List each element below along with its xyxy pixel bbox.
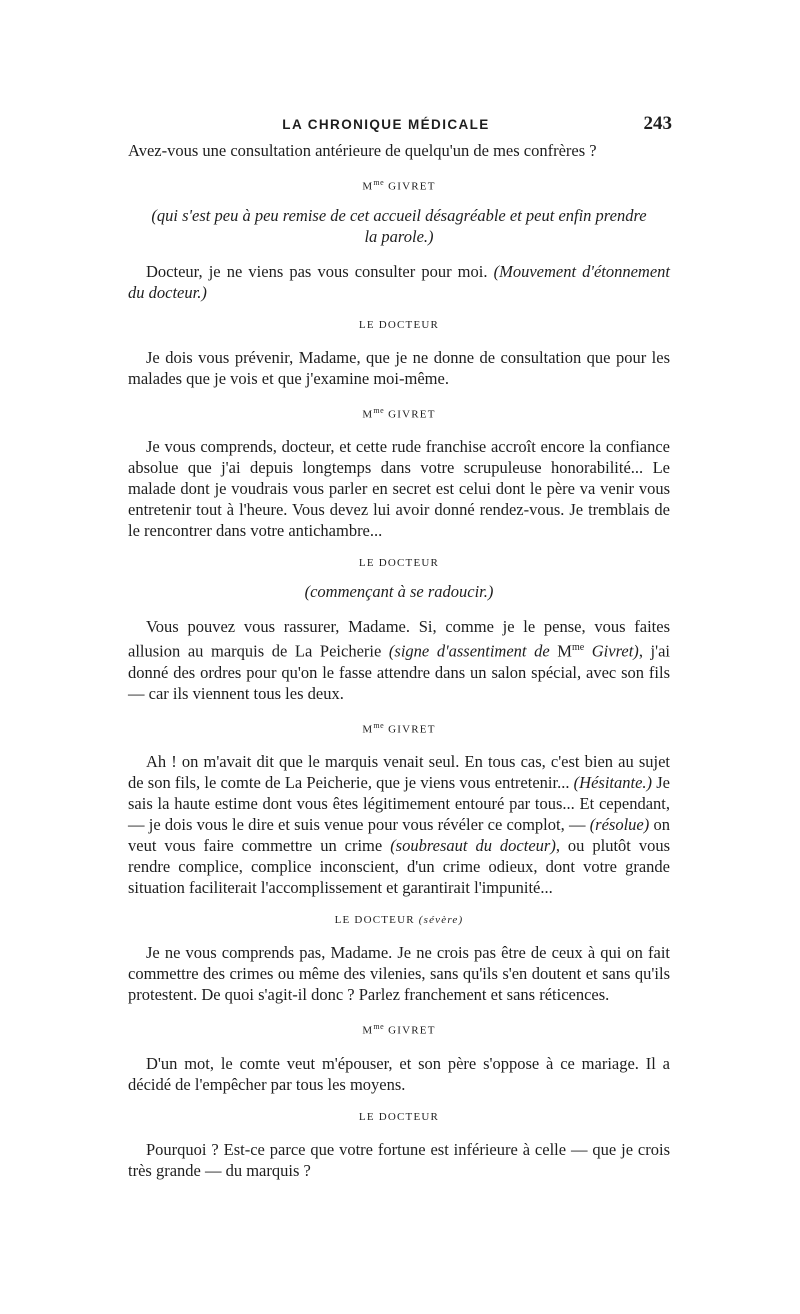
- italic-run: Givret): [584, 641, 639, 661]
- text-run: (qui s'est peu à peu remise de cet accueil désagréable et peut enfin prendre la parole.): [151, 205, 647, 246]
- speaker-name: [128, 555, 670, 571]
- dialogue-paragraph: [128, 1139, 670, 1181]
- speaker-name: [128, 403, 670, 423]
- text-run: Avez-vous une consultation antérieure de quelqu'un de mes confrères ?: [128, 141, 597, 160]
- speaker-name: [128, 1109, 670, 1125]
- running-title: LA CHRONIQUE MÉDICALE: [282, 117, 490, 132]
- text-run: Vous pouvez vous rassurer, Madame. Si, comme je le pense, vous faites allusion au marquis de La Peicherie: [128, 617, 670, 661]
- speaker-name: [128, 718, 670, 738]
- dialogue-paragraph: [128, 347, 670, 389]
- text-run: Je sais la haute estime dont vous êtes légitimement entouré par tous... Et cependant, — je dois vous le dire et suis venue pour vous révéler ce complot, —: [128, 773, 670, 835]
- dialogue-paragraph: [128, 616, 670, 704]
- text-run: Je ne vous comprends pas, Madame. Je ne crois pas être de ceux à qui on fait commettre des crimes ou même des vilenies, sans qu'ils s'en doutent et sans qu'ils protestent. De quoi s'agit-il donc ? Parlez franchement et sans réticences.: [128, 943, 670, 1005]
- italic-run: (Hésitante.): [573, 773, 653, 793]
- italic-run: (soubresaut du docteur): [390, 836, 556, 856]
- text-run: on veut vous faire commettre un crime: [128, 815, 670, 856]
- speaker-name: [128, 175, 670, 195]
- text-run: , ou plutôt vous rendre complice, complice inconscient, d'un crime odieux, dont votre grande situation faciliterait l'accomplissement et garantirait l'impunité...: [128, 836, 670, 898]
- text-run: Je dois vous prévenir, Madame, que je ne donne de consultation que pour les malades que je vois et que j'examine moi-même.: [128, 347, 670, 388]
- text-run: GIVRET: [384, 180, 436, 193]
- italic-run: (signe d'assentiment de: [388, 641, 558, 661]
- text-run: LE DOCTEUR: [358, 1111, 440, 1124]
- running-header: [100, 113, 672, 137]
- dialogue-paragraph: [128, 261, 670, 303]
- dialogue-paragraph: [128, 436, 670, 541]
- superscript: me: [373, 1022, 385, 1032]
- dialogue-paragraph: [128, 751, 670, 898]
- text-run: Je vous comprends, docteur, et cette rude franchise accroît encore la confiance absolue que j'ai depuis longtemps dans votre scrupuleuse honorabilité... Le malade dont je voudrais vous parler en secret est celui dont le père va venir vous entretenir tout à l'heure. Vous devez lui avoir donné rendez-vous. Je tremblais de le rencontrer dans votre antichambre...: [128, 437, 670, 541]
- text-run: GIVRET: [384, 1025, 436, 1038]
- italic-run: (résolue): [589, 815, 650, 835]
- text-run: LE DOCTEUR: [358, 557, 440, 570]
- italic-run: (sévère): [418, 914, 464, 927]
- text-run: M: [362, 408, 374, 421]
- superscript: me: [373, 405, 385, 415]
- text-run: Ah ! on m'avait dit que le marquis venait seul. En tous cas, c'est bien au sujet de son fils, le comte de La Peicherie, que je viens vous entretenir...: [128, 752, 670, 793]
- dialogue-paragraph: [128, 1053, 670, 1095]
- stage-direction: [128, 581, 670, 602]
- dialogue-paragraph: [128, 942, 670, 1005]
- dialogue-paragraph: [128, 140, 670, 161]
- speaker-name: [128, 317, 670, 333]
- dialogue-text: [128, 140, 670, 1195]
- text-run: GIVRET: [384, 408, 436, 421]
- text-run: GIVRET: [384, 723, 436, 736]
- superscript: me: [373, 720, 385, 730]
- superscript: me: [373, 178, 385, 187]
- text-run: M: [557, 641, 572, 661]
- text-run: LE DOCTEUR: [334, 914, 419, 927]
- text-run: Pourquoi ? Est-ce parce que votre fortune est inférieure à celle — que je crois très grande — du marquis ?: [128, 1140, 670, 1181]
- text-run: M: [362, 1025, 374, 1038]
- text-run: LE DOCTEUR: [358, 318, 440, 331]
- page-number: 243: [643, 113, 672, 134]
- superscript: me: [571, 642, 585, 654]
- speaker-name: [128, 912, 670, 928]
- italic-run: (Mouvement d'étonnement du docteur.): [128, 261, 670, 302]
- text-run: M: [362, 723, 374, 736]
- text-run: (commençant à se radoucir.): [304, 582, 494, 602]
- text-run: M: [362, 180, 374, 193]
- text-run: D'un mot, le comte veut m'épouser, et son père s'oppose à ce mariage. Il a décidé de l'empêcher par tous les moyens.: [128, 1054, 670, 1095]
- speaker-name: [128, 1019, 670, 1039]
- text-run: , j'ai donné des ordres pour qu'on le fasse attendre dans un salon spécial, avec son fils — car ils viennent tous les deux.: [128, 641, 670, 703]
- text-run: Docteur, je ne viens pas vous consulter pour moi.: [146, 261, 494, 281]
- stage-direction: [128, 205, 670, 247]
